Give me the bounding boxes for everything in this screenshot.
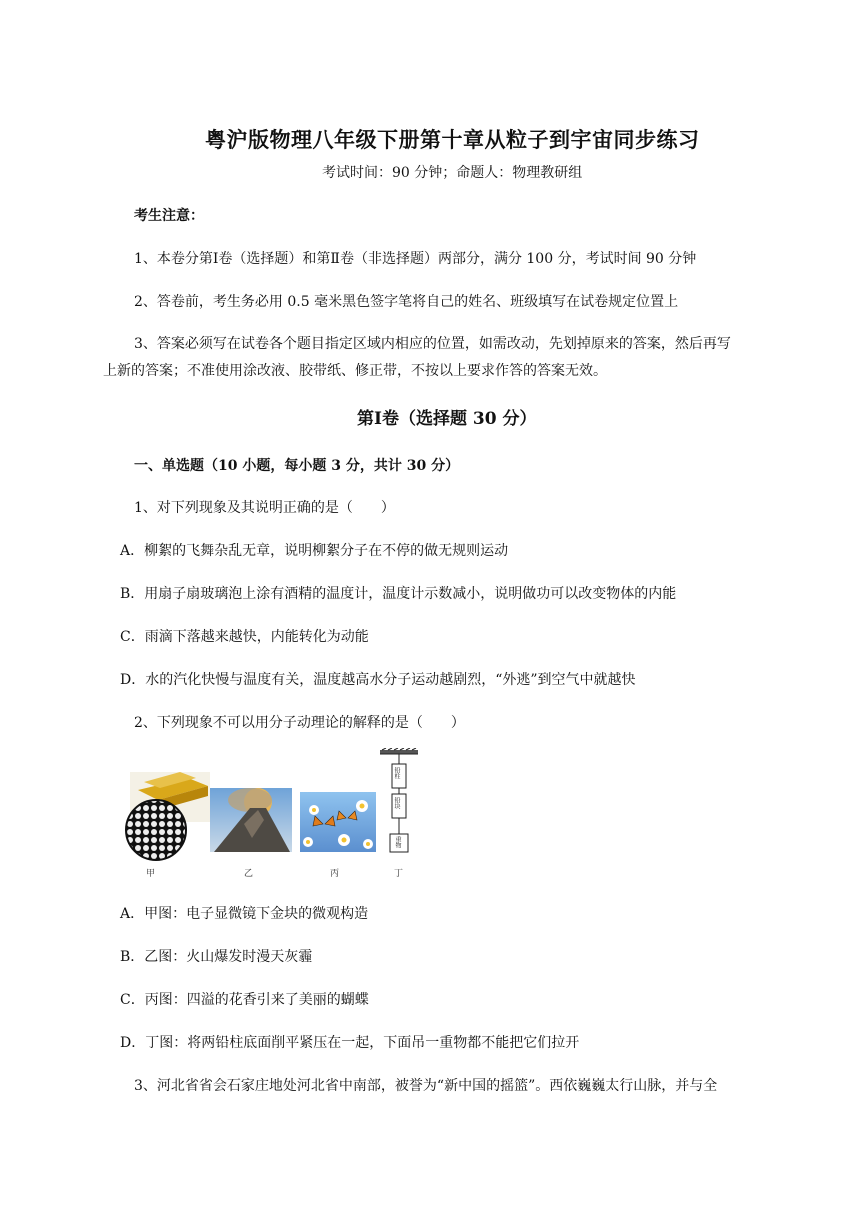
notice-item-continued: 上新的答案；不准使用涂改液、胶带纸、修正带，不按以上要求作答的答案无效。	[103, 363, 607, 379]
option-d: D．丁图：将两铅柱底面削平紧压在一起，下面吊一重物都不能把它们拉开	[120, 1035, 580, 1051]
figure-caption-bing: 丙	[330, 869, 340, 879]
option-c: C．雨滴下落越来越快，内能转化为动能	[120, 629, 369, 645]
notice-item: 3、答案必须写在试卷各个题目指定区域内相应的位置，如需改动，先划掉原来的答案，然后再写	[134, 336, 731, 352]
page-title: 粤沪版物理八年级下册第十章从粒子到宇宙同步练习	[205, 127, 700, 152]
question-stem: 3、河北省省会石家庄地处河北省中南部，被誉为“新中国的摇篮”。西依巍巍太行山脉，并与全	[134, 1078, 718, 1094]
figure-caption-yi: 乙	[244, 869, 254, 879]
option-b: B．用扇子扇玻璃泡上涂有酒精的温度计，温度计示数减小，说明做功可以改变物体的内能	[120, 586, 677, 602]
option-b: B．乙图：火山爆发时漫天灰霾	[120, 949, 313, 965]
volcano-image	[210, 788, 292, 852]
figure-caption-ding: 丁	[394, 869, 404, 879]
option-d: D．水的汽化快慢与温度有关，温度越高水分子运动越剧烈，“外逃”到空气中就越快	[120, 672, 636, 688]
option-a: A．柳絮的飞舞杂乱无章，说明柳絮分子在不停的做无规则运动	[120, 543, 509, 559]
q2-figure	[118, 748, 418, 880]
option-c: C．丙图：四溢的花香引来了美丽的蝴蝶	[120, 992, 369, 1008]
butterfly-flowers-image	[300, 792, 376, 852]
question-stem: 1、对下列现象及其说明正确的是（ ）	[134, 500, 395, 516]
block-label-lead-column: 铅柱	[393, 767, 400, 779]
figure-caption-jia: 甲	[146, 869, 156, 879]
block-label-weight: 重物	[394, 836, 401, 848]
notice-item: 1、本卷分第Ⅰ卷（选择题）和第Ⅱ卷（非选择题）两部分，满分 100 分，考试时间 90 分钟	[134, 251, 697, 267]
option-a: A．甲图：电子显微镜下金块的微观构造	[120, 906, 369, 922]
notice-heading: 考生注意：	[134, 208, 204, 224]
part-heading: 一、单选题（10 小题，每小题 3 分，共计 30 分）	[134, 458, 460, 474]
block-label-lead-block: 铅块	[393, 797, 400, 809]
question-stem: 2、下列现象不可以用分子动理论的解释的是（ ）	[134, 715, 465, 731]
section-title: 第Ⅰ卷（选择题 30 分）	[357, 409, 537, 429]
notice-item: 2、答卷前，考生务必用 0.5 毫米黑色签字笔将自己的姓名、班级填写在试卷规定位置上	[134, 294, 679, 310]
exam-info: 考试时间：90 分钟；命题人：物理教研组	[322, 165, 583, 181]
gold-microstructure-image	[126, 772, 210, 860]
q2-figure-illustrations	[118, 748, 418, 880]
